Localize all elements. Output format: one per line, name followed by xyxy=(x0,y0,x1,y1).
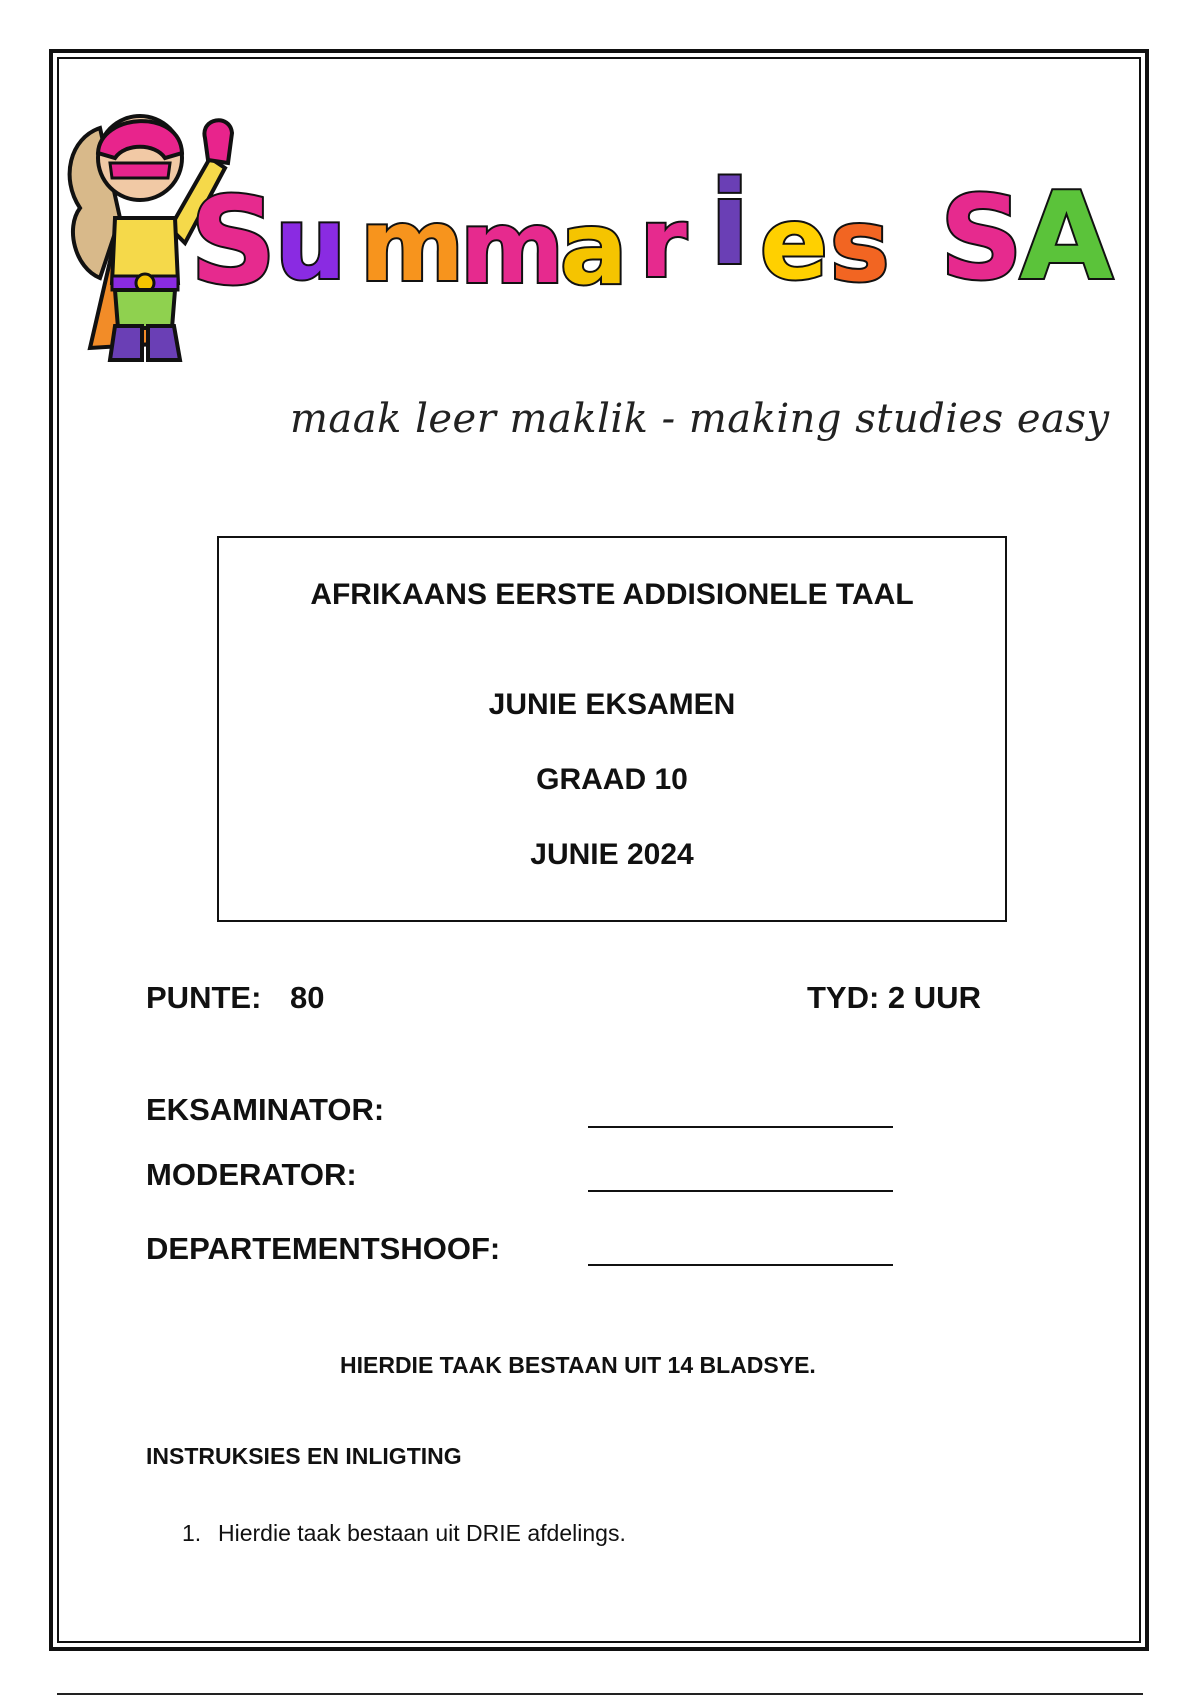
instructions-heading: INSTRUKSIES EN INLIGTING xyxy=(146,1443,462,1469)
exam-date: JUNIE 2024 xyxy=(530,838,694,871)
moderator-label: MODERATOR: xyxy=(146,1157,357,1192)
exam-name: JUNIE EKSAMEN xyxy=(488,688,736,721)
moderator-signature-line xyxy=(588,1190,893,1192)
wordmark-letter: u xyxy=(275,185,347,302)
examiner-signature-line xyxy=(588,1126,893,1128)
subject-title: AFRIKAANS EERSTE ADDISIONELE TAAL xyxy=(310,578,914,611)
instruction-text: Hierdie taak bestaan uit DRIE afdelings. xyxy=(218,1520,626,1546)
marks-value: 80 xyxy=(290,980,325,1015)
wordmark-letter: s xyxy=(830,187,890,304)
marks-label: PUNTE: xyxy=(146,980,262,1015)
exam-title-box xyxy=(217,536,1007,922)
page-count-note: HIERDIE TAAK BESTAAN UIT 14 BLADSYE. xyxy=(340,1352,816,1378)
wordmark-letter: r xyxy=(640,189,687,299)
wordmark-letter: i xyxy=(710,157,750,291)
instruction-number: 1. xyxy=(182,1520,202,1546)
wordmark-letter: m xyxy=(460,189,565,306)
wordmark-letter: A xyxy=(1020,168,1113,307)
page-bottom-rule xyxy=(57,1693,1143,1695)
wordmark-letter: e xyxy=(760,185,828,302)
head-of-department-signature-line xyxy=(588,1264,893,1266)
wordmark-letter: S xyxy=(190,173,277,312)
time-allowed: TYD: 2 UUR xyxy=(807,980,981,1015)
logo-tagline: maak leer maklik - making studies easy xyxy=(290,396,1110,442)
instruction-item xyxy=(182,1520,626,1547)
wordmark-letter: m xyxy=(360,187,465,304)
wordmark-letter: a xyxy=(560,190,628,307)
grade-label: GRAAD 10 xyxy=(536,763,688,796)
head-of-department-label: DEPARTEMENTSHOOF: xyxy=(146,1231,501,1266)
wordmark-letter: S xyxy=(940,172,1023,306)
summaries-sa-wordmark xyxy=(60,98,1140,378)
examiner-label: EKSAMINATOR: xyxy=(146,1092,385,1127)
summaries-sa-logo xyxy=(60,98,1140,442)
